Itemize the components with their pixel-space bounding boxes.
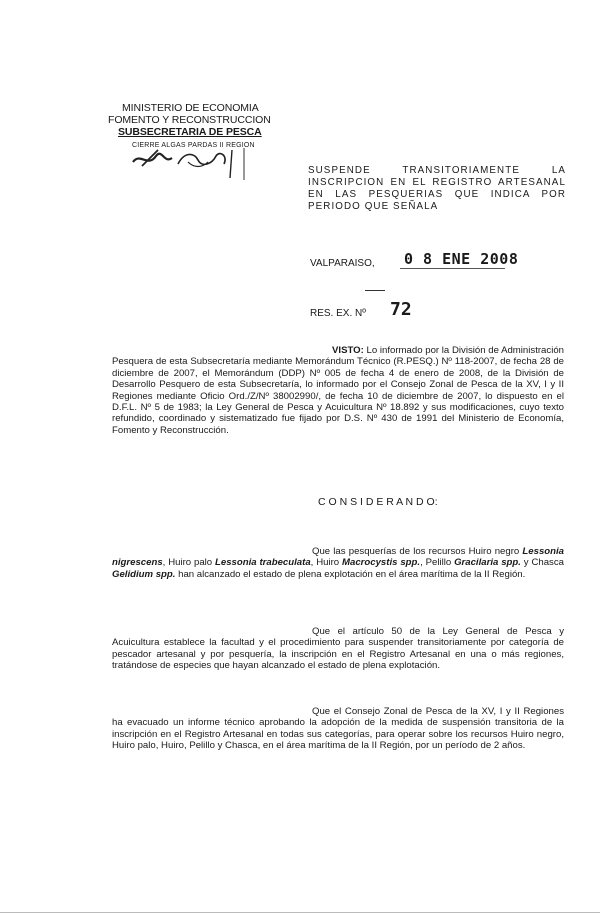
date-underline bbox=[400, 268, 505, 269]
date-stamp: 0 8 ENE 2008 bbox=[404, 250, 519, 268]
header-ministry: MINISTERIO DE ECONOMIA bbox=[122, 102, 259, 114]
species-lessonia-trabeculata: Lessonia trabeculata bbox=[215, 557, 311, 569]
subject-line-4: PERIODO QUE SEÑALA bbox=[308, 201, 439, 212]
subject-line-1: SUSPENDE TRANSITORIAMENTE LA bbox=[308, 165, 566, 176]
considerando-paragraph-1: Que las pesquerías de los recursos Huiro negro Lessonia nigrescens, Huiro palo Lessonia trabeculata, Huiro Macrocystis spp., Pelillo Gracilaria spp. y Chasca Gelidium spp. han alcanzado el estado de plena explotación en el área marítima de la II Región. bbox=[112, 546, 564, 580]
considerando-paragraph-3: Que el Consejo Zonal de Pesca de la XV, I y II Regiones ha evacuado un informe técnico aprobando la adopción de la medida de suspensión transitoria de la inscripción en el Registro Artesanal en todas sus categorías, para operar sobre los recursos Huiro negro, Huiro palo, Huiro, Pelillo y Chasca, en el área marítima de la II Región, por un período de 2 años. bbox=[112, 706, 564, 752]
header-ministry-line2: FOMENTO Y RECONSTRUCCION bbox=[108, 114, 271, 126]
considerando-paragraph-2: Que el artículo 50 de la Ley General de Pesca y Acuicultura establece la facultad y el procedimiento para suspender transitoriamente por categoría de pescador artesanal y por pesquería, la inscripción en el Registro Artesanal en una o más regiones, tratándose de especies que hayan alcanzado el estado de plena explotación. bbox=[112, 626, 564, 672]
species-gelidium: Gelidium spp. bbox=[112, 568, 176, 580]
visto-label: VISTO: bbox=[332, 345, 364, 356]
res-dash-mark bbox=[365, 290, 385, 291]
subject-block bbox=[308, 165, 566, 213]
place-label: VALPARAISO, bbox=[310, 258, 375, 269]
species-gracilaria: Gracilaria spp. bbox=[454, 557, 521, 569]
handwritten-initials bbox=[128, 142, 278, 182]
species-macrocystis: Macrocystis spp. bbox=[342, 557, 421, 569]
subject-line-3: EN LAS PESQUERIAS QUE INDICA POR bbox=[308, 189, 566, 200]
res-label: RES. EX. Nº bbox=[310, 308, 366, 319]
species-lessonia-nigrescens: Lessonia nigrescens bbox=[112, 546, 564, 569]
visto-paragraph bbox=[112, 345, 564, 436]
scan-artifact-edge bbox=[0, 912, 600, 913]
header-file-tag: CIERRE ALGAS PARDAS II REGION bbox=[132, 142, 255, 149]
header-subsecretaria: SUBSECRETARIA DE PESCA bbox=[118, 126, 262, 138]
subject-line-2: INSCRIPCION EN EL REGISTRO ARTESANAL bbox=[308, 177, 566, 188]
considerando-heading: C O N S I D E R A N D O: bbox=[318, 496, 438, 508]
res-number: 72 bbox=[390, 299, 412, 320]
visto-text: Lo informado por la División de Administración Pesquera de esta Subsecretaría mediante Memorándum Técnico (R.PESQ.) Nº 118-2007, de fecha 28 de diciembre de 2007, el Memorándum (DDP) Nº 005 de fecha 4 de enero de 2008, de la División de Desarrollo Pesquero de esta Subsecretaría, lo informado por el Consejo Zonal de Pesca de la XV, I y II Regiones mediante Oficio Ord./Z/Nº 38002990/, de fecha 10 de diciembre de 2007, lo dispuesto en el D.F.L. Nº 5 de 1983; la Ley General de Pesca y Acuicultura Nº 18.892 y sus modificaciones, cuyo texto refundido, coordinado y sistematizado fue fijado por D.S. Nº 430 de 1991 del Ministerio de Economía, Fomento y Reconstrucción. bbox=[112, 345, 564, 436]
